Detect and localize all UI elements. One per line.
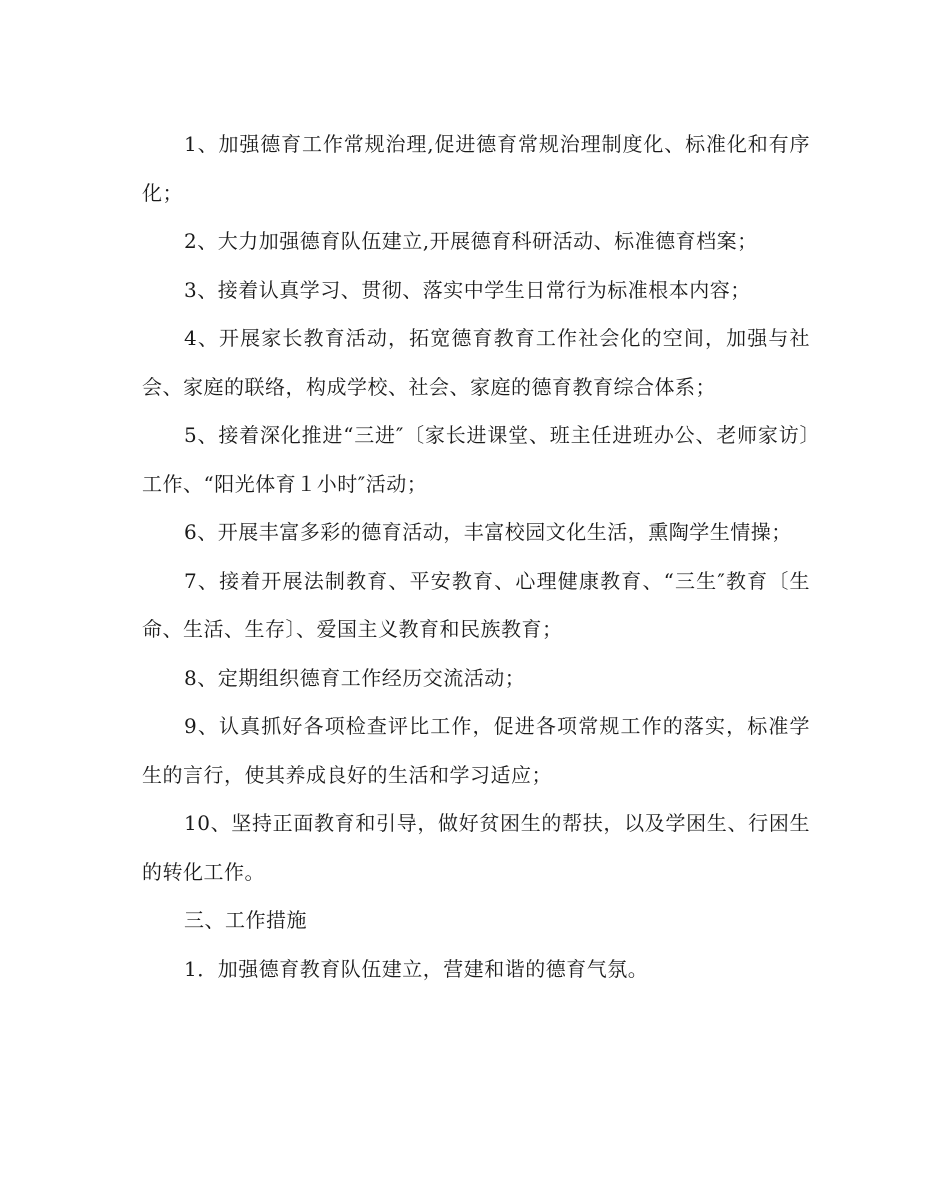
- paragraph-goal-5: 5、接着深化推进“三进″〔家长进课堂、班主任进班办公、老师家访〕工作、“阳光体育１小时″活动；: [142, 423, 810, 496]
- paragraph-goal-6: 6、开展丰富多彩的德育活动，丰富校园文化生活，熏陶学生情操；: [184, 520, 792, 544]
- paragraph-goal-3: 3、接着认真学习、贯彻、落实中学生日常行为标准根本内容；: [184, 277, 751, 302]
- paragraph-goal-8: 8、定期组织德育工作经历交流活动；: [184, 665, 526, 690]
- document-body: [142, 120, 810, 993]
- paragraph-measure-1: 1．加强德育教育队伍建立，营建和谐的德育气氛。: [184, 956, 649, 981]
- paragraph-goal-9: 9、认真抓好各项检查评比工作，促进各项常规工作的落实，标准学生的言行，使其养成良好的生活和学习适应；: [142, 714, 810, 787]
- section-heading-measures: 三、工作措施: [184, 908, 307, 932]
- paragraph-goal-1: 1、加强德育工作常规治理,促进德育常规治理制度化、标准化和有序化；: [142, 132, 810, 205]
- paragraph-goal-4: 4、开展家长教育活动，拓宽德育教育工作社会化的空间，加强与社会、家庭的联络，构成学校、社会、家庭的德育教育综合体系；: [142, 326, 810, 399]
- paragraph-goal-10: 10、坚持正面教育和引导，做好贫困生的帮扶，以及学困生、行困生的转化工作。: [142, 811, 810, 884]
- paragraph-goal-7: 7、接着开展法制教育、平安教育、心理健康教育、“三生″教育〔生命、生活、生存〕、爱国主义教育和民族教育；: [142, 568, 810, 641]
- paragraph-goal-2: 2、大力加强德育队伍建立,开展德育科研活动、标准德育档案；: [184, 229, 758, 253]
